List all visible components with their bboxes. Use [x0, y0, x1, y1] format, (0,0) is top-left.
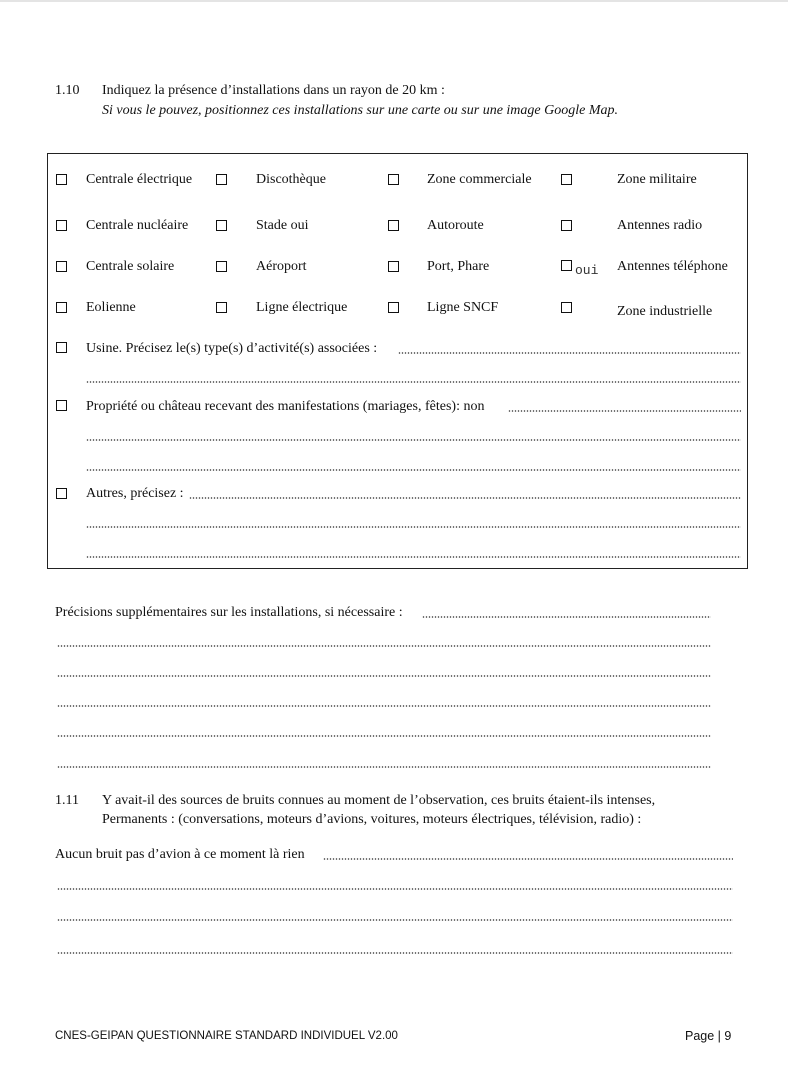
label-zone-commerciale: Zone commerciale — [427, 172, 532, 187]
label-antennes-radio: Antennes radio — [617, 218, 703, 233]
checkbox-centrale-solaire[interactable] — [56, 261, 67, 272]
precisions-fill-line-6[interactable] — [57, 766, 711, 768]
propriete-fill-line-2[interactable] — [86, 439, 741, 441]
checkbox-propriete[interactable] — [56, 400, 67, 411]
section-question-1-11-line-2: Permanents : (conversations, moteurs d’avions, voitures, moteurs électriques, télévision, radio) : — [102, 812, 642, 827]
bruits-fill-line-2[interactable] — [57, 888, 733, 890]
precisions-fill-line-1[interactable] — [422, 616, 711, 618]
label-autoroute: Autoroute — [427, 218, 484, 233]
bruits-answer: Aucun bruit pas d’avion à ce moment là rien — [55, 847, 305, 862]
precisions-fill-line-4[interactable] — [57, 705, 711, 707]
installations-box — [47, 153, 748, 569]
checkbox-antennes-telephone[interactable] — [561, 260, 572, 271]
label-centrale-solaire: Centrale solaire — [86, 259, 175, 274]
bruits-fill-line-4[interactable] — [57, 952, 733, 954]
checkbox-autres[interactable] — [56, 488, 67, 499]
label-port-phare: Port, Phare — [427, 259, 490, 274]
label-centrale-electrique: Centrale électrique — [86, 172, 193, 187]
footer-title: CNES-GEIPAN QUESTIONNAIRE STANDARD INDIVIDUEL V2.00 — [55, 1030, 398, 1042]
label-discotheque: Discothèque — [256, 172, 326, 187]
page-top-border — [0, 0, 788, 2]
propriete-fill-line-1[interactable] — [508, 410, 741, 412]
label-eolienne: Eolienne — [86, 300, 136, 315]
label-centrale-nucleaire: Centrale nucléaire — [86, 218, 189, 233]
checkbox-usine[interactable] — [56, 342, 67, 353]
precisions-fill-line-5[interactable] — [57, 735, 711, 737]
usine-fill-line-1[interactable] — [398, 352, 741, 354]
checkbox-stade[interactable] — [216, 220, 227, 231]
page-number: Page | 9 — [685, 1029, 732, 1043]
label-zone-industrielle: Zone industrielle — [617, 304, 713, 319]
label-antennes-telephone: Antennes téléphone — [617, 259, 728, 274]
checkbox-eolienne[interactable] — [56, 302, 67, 313]
antennes-telephone-oui-mark: oui — [575, 263, 599, 278]
checkbox-ligne-sncf[interactable] — [388, 302, 399, 313]
label-zone-militaire: Zone militaire — [617, 172, 697, 187]
checkbox-zone-commerciale[interactable] — [388, 174, 399, 185]
usine-fill-line-2[interactable] — [86, 381, 741, 383]
label-ligne-sncf: Ligne SNCF — [427, 300, 499, 315]
checkbox-autoroute[interactable] — [388, 220, 399, 231]
label-autres: Autres, précisez : — [86, 486, 184, 501]
precisions-fill-line-3[interactable] — [57, 675, 711, 677]
label-aeroport: Aéroport — [256, 259, 307, 274]
checkbox-aeroport[interactable] — [216, 261, 227, 272]
section-number-1-11: 1.11 — [55, 793, 79, 808]
checkbox-zone-militaire[interactable] — [561, 174, 572, 185]
section-hint-1-10: Si vous le pouvez, positionnez ces installations sur une carte ou sur une image Google Map. — [102, 103, 618, 118]
checkbox-discotheque[interactable] — [216, 174, 227, 185]
checkbox-ligne-electrique[interactable] — [216, 302, 227, 313]
autres-fill-line-3[interactable] — [86, 556, 741, 558]
precisions-fill-line-2[interactable] — [57, 645, 711, 647]
label-stade: Stade oui — [256, 218, 309, 233]
section-number-1-10: 1.10 — [55, 83, 80, 98]
label-propriete: Propriété ou château recevant des manifestations (mariages, fêtes): non — [86, 399, 485, 414]
propriete-fill-line-3[interactable] — [86, 469, 741, 471]
precisions-label: Précisions supplémentaires sur les installations, si nécessaire : — [55, 605, 403, 620]
autres-fill-line-2[interactable] — [86, 526, 741, 528]
checkbox-zone-industrielle[interactable] — [561, 302, 572, 313]
checkbox-antennes-radio[interactable] — [561, 220, 572, 231]
section-question-1-11-line-1: Y avait-il des sources de bruits connues au moment de l’observation, ces bruits étaient-ils intenses, — [102, 793, 656, 808]
label-ligne-electrique: Ligne électrique — [256, 300, 348, 315]
bruits-fill-line-3[interactable] — [57, 919, 733, 921]
checkbox-centrale-electrique[interactable] — [56, 174, 67, 185]
checkbox-port-phare[interactable] — [388, 261, 399, 272]
autres-fill-line-1[interactable] — [189, 497, 741, 499]
bruits-fill-line-1[interactable] — [323, 858, 733, 860]
label-usine: Usine. Précisez le(s) type(s) d’activité(s) associées : — [86, 341, 378, 356]
checkbox-centrale-nucleaire[interactable] — [56, 220, 67, 231]
section-question-1-10: Indiquez la présence d’installations dans un rayon de 20 km : — [102, 83, 445, 98]
